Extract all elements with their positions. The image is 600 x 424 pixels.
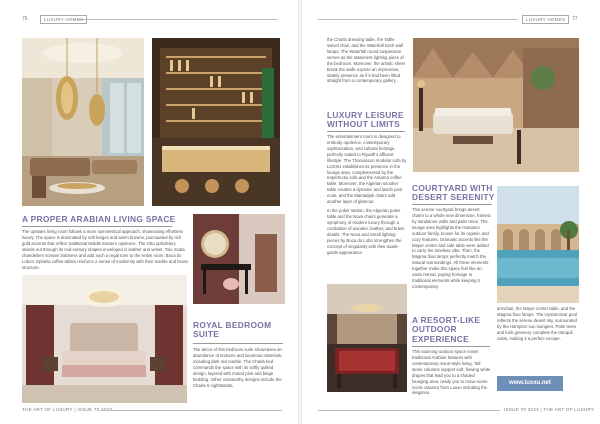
outdoor-paragraph: This stunning outdoor space mixes traditional Arabian features with contemporary resort-style living. Tall stone columns support soft, flowing white drapes that lead you to a shaded lounging area, ready you to move some iconic classics from Luxxu including the elegance.	[412, 349, 491, 396]
heading-rule	[412, 204, 492, 205]
vanity-photo	[193, 214, 285, 304]
website-link-button[interactable]: www.luxxu.net	[497, 376, 563, 391]
pool-photo	[497, 186, 579, 303]
page-number-left: 76	[22, 16, 28, 22]
right-page	[300, 0, 600, 424]
spine-gutter	[298, 0, 302, 424]
living-space-body	[22, 229, 188, 270]
leisure-body	[327, 134, 407, 255]
heading-rule	[193, 343, 283, 344]
footer-right: ISSUE 70 2023 | THE ART OF LUXURY	[504, 407, 595, 412]
section-heading-courtyard: COURTYARD WITH DESERT SERENITY	[412, 183, 495, 203]
outdoor-body	[412, 349, 492, 396]
page-number-right: 77	[572, 16, 578, 22]
leisure-paragraph-1: The entertainment room is designed to embody opulence, contemporary sophistication, and cultural heritage, perfectly suited to Riyadh's affluent lifestyle. The Thomasson modular sofa by LUXXU establishes its presence in the lounge area, complemented by the Imperfectio sofa and the Amama coffee table. Moreover, the Algerian snooker table creates a dynamic and lavish pool nook, and the Mamadjah chairs add another layer of glamour.	[327, 134, 407, 205]
continued-text	[327, 37, 407, 84]
header-rule	[318, 19, 518, 20]
courtyard-paragraph: This serene courtyard brings desert charm to a whole new dimension, framed by sandstone walls and palm trees. The lounge area highlights the Hampton outdoor family, known for its organic and cozy features. Dramatic accents like the Mayer center and side table were added to carry the timeless vibe. Then, the Magma floor lamps perfectly match the natural surroundings. All these elements together make this space feel like an oasis retreat, paying homage to traditional elements while keeping it contemporary.	[412, 207, 491, 289]
leisure-paragraph-2: In the poker station, the Algerian poker table and the Nova chairs generate a symphony of modern luxury through a combation of wooden, leather, and brass details. The Nova and Small lighting pieces by Boca do Lobo strengthen the concept of singularity with their avant-garde appearance.	[327, 208, 405, 255]
heading-rule	[412, 346, 490, 347]
footer-left: THE ART OF LUXURY | ISSUE 70 2023	[22, 407, 113, 412]
section-heading-leisure: LUXURY LEISURE WITHOUT LIMITS	[327, 110, 404, 130]
magazine-section-tag: LUXURY HOMES	[522, 15, 569, 24]
heading-rule	[327, 131, 405, 132]
snooker-room-photo	[327, 284, 407, 392]
closing-text	[497, 306, 579, 342]
section-heading-living-space: A PROPER ARABIAN LIVING SPACE	[22, 214, 176, 224]
living-room-photo	[22, 38, 144, 206]
section-heading-outdoor: A RESORT-LIKE OUTDOOR EXPERIENCE	[412, 315, 481, 344]
magazine-section-tag: LUXURY HOMES	[40, 15, 87, 24]
courtyard-body	[412, 207, 492, 290]
living-space-paragraph: The upstairs living room follows a more symmetrical approach, showcasing effortless luxury. The space is dominated by soft beiges and warm browns, punctuated by rich gold accents that reflect traditional Middle Eastern opulence. The Otto upholstery stands out through its mid-century shapes enveloped in leather and velvet. Two Scala chandeliers scream boldness and add such a regal tone to the entire room. Boca do Lobo's Ophelia coffee tables reinforce a sense of modernity with their marble and brass structure.	[22, 229, 188, 270]
courtyard-lounge-photo	[413, 38, 579, 172]
bedroom-paragraph: The decor of this bedroom suite showcases an abundance of textures and luxurious materials, including dark red marble. The Charla bed commands the space with its softly quilted design, layered with muted pink and beige bedding. Other noteworthy designs include the Charla II nightstands,	[193, 347, 283, 388]
continued-paragraph: the Charla dressing table, the Table swivel chair, and the Waterfall torch wall lamps. The Waterfall round suspension serves as the statement lighting piece of the bedroom. Moreover, the artistic sheer break the walls expose an impressive, stately presence as if it had been lifted straight from a contemporary gallery.	[327, 37, 406, 84]
closing-paragraph: armchair, the Mayer center table, and the Magma floor lamps. The crystal-clear pool reflects the serene desert sky, surrounded by the Hampton sun loungers. Palm trees and lush greenery complete the tranquil oasis, making it a perfect escape.	[497, 306, 577, 341]
bedroom-photo	[22, 275, 187, 403]
bedroom-body	[193, 347, 285, 388]
footer-rule	[318, 410, 500, 411]
bar-lounge-photo	[152, 38, 280, 206]
section-heading-bedroom: ROYAL BEDROOM SUITE	[193, 320, 272, 340]
header-rule	[78, 19, 278, 20]
footer-rule	[100, 410, 282, 411]
heading-rule	[22, 226, 172, 227]
